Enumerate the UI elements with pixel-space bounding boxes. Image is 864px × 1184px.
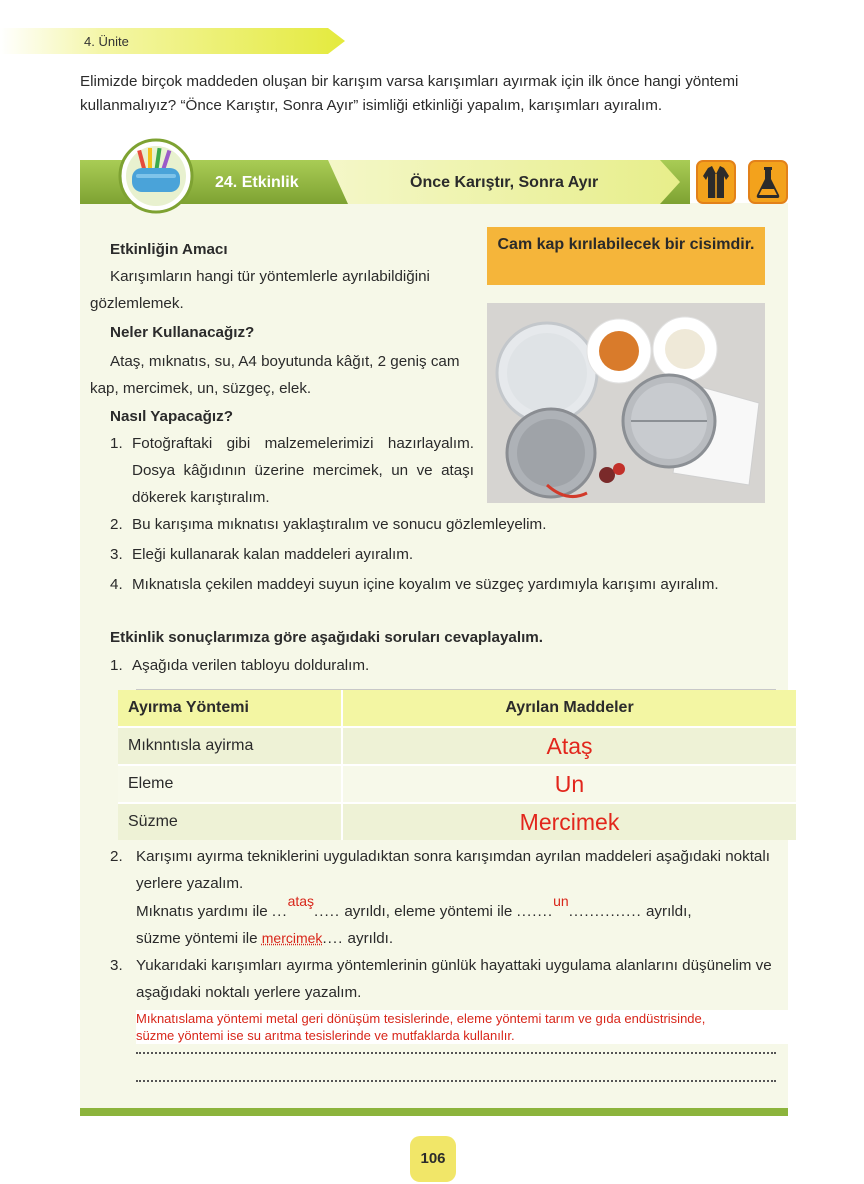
fill-line-1 (136, 893, 796, 925)
dots: .............. (568, 903, 642, 920)
q3-answer[interactable] (136, 1010, 816, 1044)
howto-heading: Nasıl Yapacağız? (110, 408, 233, 425)
method-cell: Mıknntısla ayirma (118, 727, 342, 765)
materials-heading: Neler Kullanacağız? (110, 324, 255, 341)
step-text: Bu karışıma mıknatısı yaklaştıralım ve sonucu gözlemleyelim. (132, 516, 547, 533)
activity-title: Önce Karıştır, Sonra Ayır (410, 174, 599, 191)
question-number: 3. (110, 957, 123, 974)
fill-line-2 (136, 925, 393, 952)
question-text: Aşağıda verilen tabloyu dolduralım. (132, 657, 370, 674)
table-row (118, 727, 797, 765)
dotted-line (136, 1080, 776, 1082)
dotted-line (136, 1052, 776, 1054)
step-number: 2. (110, 516, 123, 533)
question-number: 2. (110, 848, 123, 865)
q3-answer-line: Mıknatıslama yöntemi metal geri dönüşüm tesislerinde, eleme yöntemi tarım ve gıda endüstrisinde, (136, 1011, 706, 1026)
flask-icon (748, 160, 788, 204)
warning-box: Cam kap kırılabilecek bir cisimdir. (487, 227, 765, 285)
fill-text: Mıknatıs yardımı ile (136, 903, 272, 920)
fill-text: süzme yöntemi ile (136, 930, 262, 947)
question-text: Yukarıdaki karışımları ayırma yöntemlerinin günlük hayattaki uygulama alanlarını düşünelim ve aşağıdaki noktalı yerlere yazalım. (136, 957, 772, 1001)
fill-text: ayrıldı, (641, 903, 692, 920)
method-cell: Süzme (118, 803, 342, 840)
step-text: Fotoğraftaki gibi malzemelerimizi hazırlayalım. Dosya kâğıdının üzerine mercimek, un ve ataşı dökerek karıştıralım. (132, 435, 474, 506)
table-row (118, 765, 797, 803)
question-text: Karışımı ayırma tekniklerini uyguladıktan sonra karışımdan ayrılan maddeleri aşağıdaki noktalı yerlere yazalım. (136, 848, 770, 892)
question-number: 1. (110, 657, 123, 674)
step-text: Eleği kullanarak kalan maddeleri ayıralım. (132, 546, 414, 563)
fill-text: ayrıldı, eleme yöntemi ile (340, 903, 517, 920)
unit-banner (0, 26, 345, 56)
unit-label: 4. Ünite (84, 34, 129, 49)
method-cell: Eleme (118, 765, 342, 803)
answer-cell[interactable]: Mercimek (342, 803, 797, 840)
results-table (118, 690, 798, 840)
materials-photo (487, 303, 765, 503)
table-header: Ayrılan Maddeler (342, 690, 797, 727)
activity-header (80, 160, 790, 204)
page-number: 106 (410, 1136, 456, 1182)
dots: ..... (314, 903, 341, 920)
pencil-case-emblem-icon (118, 138, 194, 214)
intro-paragraph: Elimizde birçok maddeden oluşan bir karışım varsa karışımları ayırmak için ilk önce hangi yöntemi kullanmalıyız? “Önce Karıştır, Sonra Ayır” isimliği etkinliği yapalım, karışımları ayıralım. (80, 73, 739, 114)
panel-bottom-bar (80, 1108, 788, 1116)
materials-text: Ataş, mıknatıs, su, A4 boyutunda kâğıt, 2 geniş cam kap, mercimek, un, süzgeç, elek. (90, 353, 460, 397)
step-number: 4. (110, 576, 123, 593)
answer-cell[interactable]: Ataş (342, 727, 797, 765)
step-text: Mıknatısla çekilen maddeyi suyun içine koyalım ve süzgeç yardımıyla karışımı ayıralım. (132, 576, 719, 593)
purpose-heading: Etkinliğin Amacı (110, 241, 228, 258)
lab-coat-icon (696, 160, 736, 204)
answer-cell[interactable]: Un (342, 765, 797, 803)
dots: .... (322, 930, 344, 947)
unit-banner-shape (0, 26, 345, 56)
step-number: 1. (110, 435, 123, 452)
dots: ....... (516, 903, 554, 920)
fill-answer[interactable]: ataş (287, 893, 315, 909)
step-number: 3. (110, 546, 123, 563)
dots: ... (271, 903, 288, 920)
purpose-text: Karışımların hangi tür yöntemlerle ayrılabildiğini gözlemlemek. (90, 268, 430, 312)
table-row (118, 803, 797, 840)
activity-number: 24. Etkinlik (215, 174, 299, 191)
fill-answer[interactable]: mercimek (261, 930, 323, 946)
fill-text: ayrıldı. (343, 930, 394, 947)
results-heading: Etkinlik sonuçlarımıza göre aşağıdaki soruları cevaplayalım. (110, 629, 544, 646)
table-header: Ayırma Yöntemi (118, 690, 342, 727)
fill-answer[interactable]: un (553, 893, 569, 909)
q3-answer-line: süzme yöntemi ise su arıtma tesislerinde ve mutfaklarda kullanılır. (136, 1028, 515, 1043)
